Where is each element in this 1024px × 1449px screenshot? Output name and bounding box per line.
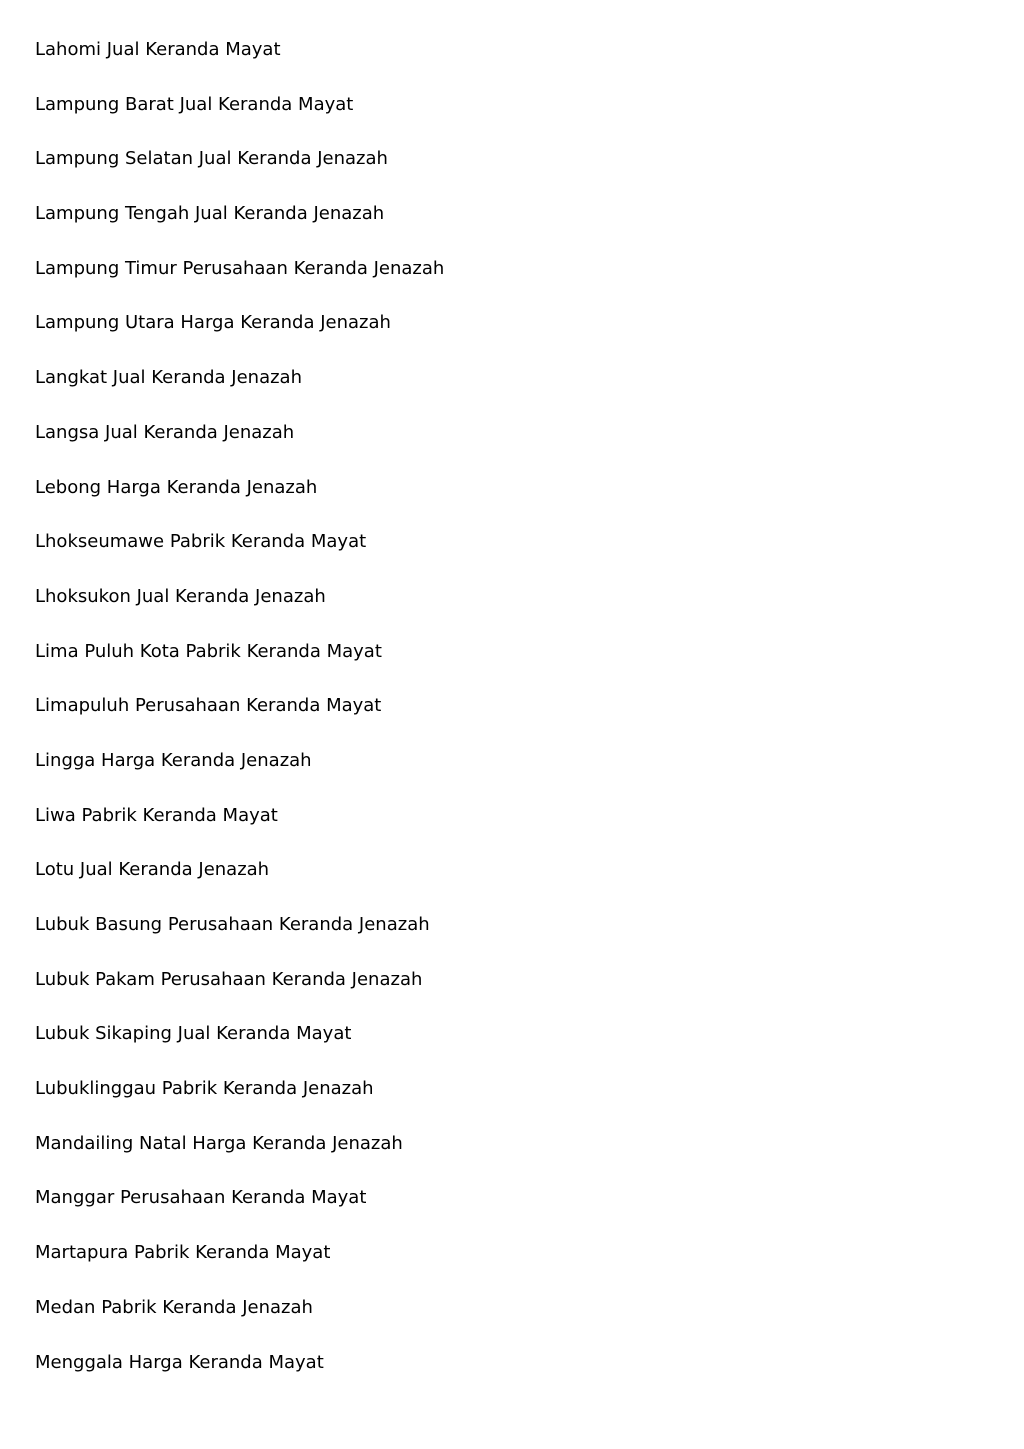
list-item: Lampung Tengah Jual Keranda Jenazah <box>35 203 385 225</box>
list-item: Lebong Harga Keranda Jenazah <box>35 476 318 498</box>
list-item: Lhoksukon Jual Keranda Jenazah <box>35 585 326 607</box>
list-item: Lubuk Sikaping Jual Keranda Mayat <box>35 1023 352 1045</box>
list-item: Lingga Harga Keranda Jenazah <box>35 749 312 771</box>
list-item: Lampung Selatan Jual Keranda Jenazah <box>35 148 388 170</box>
list-item: Lampung Utara Harga Keranda Jenazah <box>35 312 391 334</box>
list-item: Medan Pabrik Keranda Jenazah <box>35 1296 313 1318</box>
list-item: Lubuk Pakam Perusahaan Keranda Jenazah <box>35 968 423 990</box>
list-item: Lima Puluh Kota Pabrik Keranda Mayat <box>35 640 382 662</box>
list-item: Lhokseumawe Pabrik Keranda Mayat <box>35 531 367 553</box>
list-item: Lotu Jual Keranda Jenazah <box>35 859 270 881</box>
list-item: Liwa Pabrik Keranda Mayat <box>35 804 278 826</box>
list-item: Lubuklinggau Pabrik Keranda Jenazah <box>35 1078 374 1100</box>
list-item: Manggar Perusahaan Keranda Mayat <box>35 1187 367 1209</box>
list-item: Lampung Timur Perusahaan Keranda Jenazah <box>35 257 445 279</box>
list-item: Menggala Harga Keranda Mayat <box>35 1351 324 1373</box>
list-item: Langkat Jual Keranda Jenazah <box>35 367 302 389</box>
list-item: Limapuluh Perusahaan Keranda Mayat <box>35 695 382 717</box>
list-item: Lubuk Basung Perusahaan Keranda Jenazah <box>35 914 430 935</box>
location-list <box>35 36 444 1403</box>
list-item: Lahomi Jual Keranda Mayat <box>35 39 281 60</box>
list-item: Mandailing Natal Harga Keranda Jenazah <box>35 1132 403 1154</box>
list-item: Langsa Jual Keranda Jenazah <box>35 421 295 443</box>
list-item: Martapura Pabrik Keranda Mayat <box>35 1242 331 1264</box>
list-item: Lampung Barat Jual Keranda Mayat <box>35 93 354 115</box>
